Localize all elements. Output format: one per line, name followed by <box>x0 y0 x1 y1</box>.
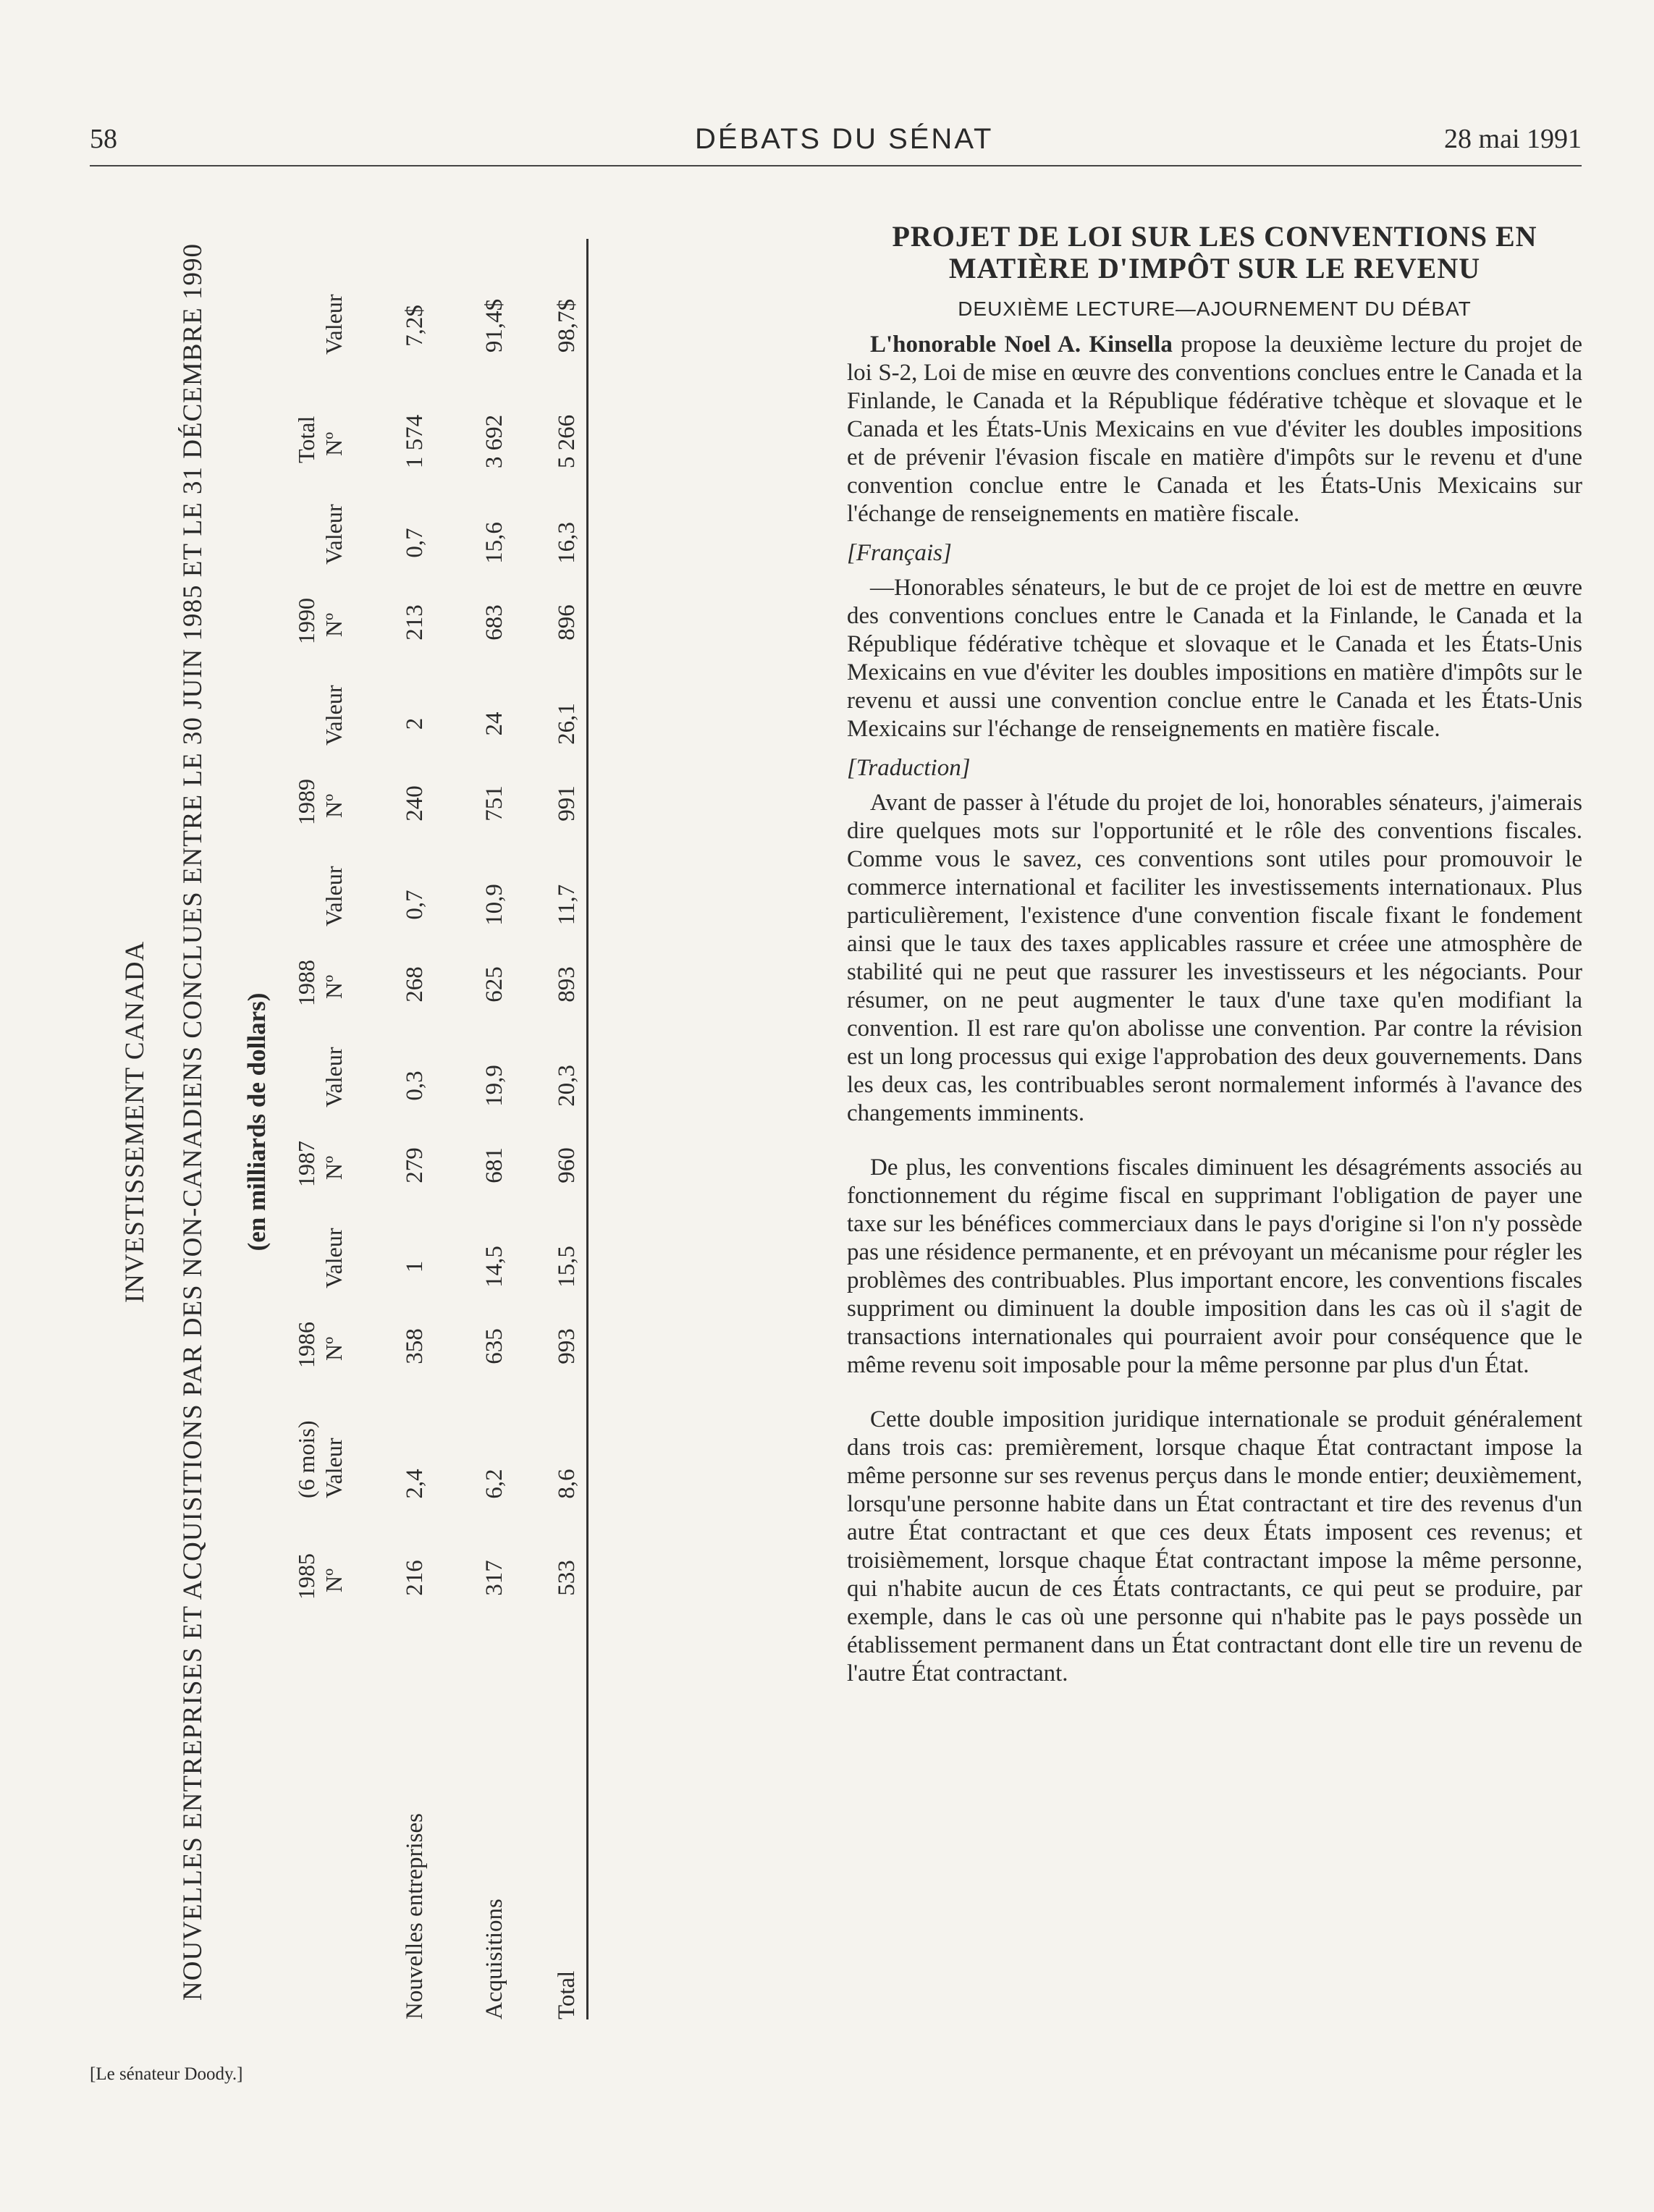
table-cell: 991 <box>554 785 580 822</box>
year-header: (6 mois) <box>293 1420 319 1498</box>
col-no: Nº <box>321 793 347 818</box>
table-cell: 896 <box>554 604 580 641</box>
footnote: [Le sénateur Doody.] <box>90 2064 243 2084</box>
table-cell: 533 <box>554 1560 580 1596</box>
table-cell: 15,6 <box>481 522 507 564</box>
col-val: Valeur <box>321 504 347 565</box>
year-header: 1986 <box>293 1322 319 1368</box>
year-header: 1988 <box>293 960 319 1006</box>
table-cell: 2 <box>402 717 428 730</box>
paragraph: De plus, les conventions fiscales diminuent les désagréments associés au fonctionnement du régime fiscal en supprimant l'obligation de payer une taxe sur les bénéfices commerciaux dans le pays d'origine si l'on n'y possède pas une résidence permanente, et en prévoyant un mécanisme pour régler les problèmes des contribuables. Plus important encore, les conventions fiscales suppriment ou diminuent la double imposition dans les cas où il s'agit de transactions internationales qui pourraient avoir pour conséquence que le même revenu soit imposable pour la même personne par plus d'un État. <box>847 1154 1582 1378</box>
table-cell: 0,7 <box>402 890 428 920</box>
table-units: (en milliards de dollars) <box>242 992 271 1251</box>
col-val: Valeur <box>321 1438 347 1498</box>
table-rule <box>586 239 588 2019</box>
table-cell: 20,3 <box>554 1065 580 1107</box>
table-cell: 0,7 <box>402 528 428 558</box>
table-cell: 358 <box>402 1328 428 1364</box>
table-cell: 5 266 <box>554 414 580 469</box>
table-cell: 7,2$ <box>402 305 428 347</box>
year-header: 1987 <box>293 1141 319 1187</box>
paragraph: —Honorables sénateurs, le but de ce projet de loi est de mettre en œuvre des conventions conclues entre le Canada et la Finlande, le Canada et la République fédérative tchèque et slovaque et le Canada et les États-Unis Mexicains en vue d'éviter les doubles impositions en matière d'impôts sur le revenu et aussi une convention conclue entre le Canada et les États-Unis Mexicains sur l'échange de renseignements en matière fiscale. <box>847 575 1582 742</box>
table-cell: 683 <box>481 604 507 641</box>
table-cell: 751 <box>481 785 507 822</box>
table-agency: INVESTISSEMENT CANADA <box>120 940 150 1304</box>
col-val: Valeur <box>321 1047 347 1107</box>
table-cell: 10,9 <box>481 884 507 926</box>
paragraph: Cette double imposition juridique internationale se produit généralement dans trois cas: premièrement, lorsque chaque État contractant impose la même personne sur ses revenus perçus dans le monde entier; deuxièmement, lorsqu'une personne habite dans un État contractant et tire des revenus d'un autre État contractant et que ces deux États imposent ces revenus; et troisièmement, lorsque chaque État contractant impose la même personne, qui n'habite aucun de ces États contractants, ce qui peut se produire, par exemple, dans le cas où une personne qui n'habite pas le pays possède un établissement permanent dans un État contractant dont elle tire un revenu de l'autre État contractant. <box>847 1406 1582 1687</box>
table-cell: 16,3 <box>554 522 580 564</box>
col-val: Valeur <box>321 294 347 355</box>
col-no: Nº <box>321 1336 347 1361</box>
table-cell: 98,7$ <box>554 298 580 353</box>
table-cell: 960 <box>554 1147 580 1183</box>
col-no: Nº <box>321 974 347 999</box>
year-header: 1989 <box>293 779 319 825</box>
table-cell: 8,6 <box>554 1469 580 1499</box>
table-cell: 279 <box>402 1147 428 1183</box>
table-cell: 317 <box>481 1560 507 1596</box>
article-subtitle: DEUXIÈME LECTURE—AJOURNEMENT DU DÉBAT <box>958 297 1472 320</box>
page-number: 58 <box>90 124 117 154</box>
table-cell: 19,9 <box>481 1065 507 1107</box>
paragraph <box>847 331 1582 528</box>
table-cell: 240 <box>402 785 428 822</box>
publication-title: DÉBATS DU SÉNAT <box>695 123 994 155</box>
table-cell: 216 <box>402 1560 428 1596</box>
language-tag: [Français] <box>847 540 952 566</box>
col-val: Valeur <box>321 866 347 926</box>
header-rule <box>90 165 1582 166</box>
table-cell: 1 <box>402 1260 428 1273</box>
publication-date: 28 mai 1991 <box>1444 124 1582 154</box>
table-cell: 993 <box>554 1328 580 1364</box>
table-cell: 2,4 <box>402 1469 428 1499</box>
col-no: Nº <box>321 1155 347 1180</box>
table-cell: 1 574 <box>402 414 428 469</box>
table-cell: 681 <box>481 1147 507 1183</box>
table-cell: 15,5 <box>554 1246 580 1288</box>
table-cell: 6,2 <box>481 1469 507 1499</box>
article-title: PROJET DE LOI SUR LES CONVENTIONS EN MATIÈRE D'IMPÔT SUR LE REVENU <box>892 220 1537 284</box>
table-cell: 0,3 <box>402 1071 428 1101</box>
year-header: Total <box>293 415 319 463</box>
table-cell: 213 <box>402 604 428 641</box>
paragraph: Avant de passer à l'étude du projet de loi, honorables sénateurs, j'aimerais dire quelques mots sur l'opportunité et le rôle des conventions fiscales. Comme vous le savez, ces conventions sont utiles pour promouvoir le commerce international et faciliter les investissements internationaux. Plus particulièrement, l'existence d'une convention fiscale fixant le fondement ainsi que le taux des taxes applicables rassure et créee une atmosphère de stabilité qui ne peut que rassurer les investisseurs et les négociants. Pour résumer, on ne peut augmenter le taux d'une taxe qu'en modifiant la convention. Il est rare qu'on abolisse une convention. Par contre la révision est un long processus qui exige l'approbation des deux gouvernements. Dans les deux cas, les contribuables seront normalement informés à l'avance des changements imminents. <box>847 790 1582 1126</box>
row-label: Total <box>554 1970 580 2019</box>
row-label: Acquisitions <box>481 1899 507 2019</box>
table-cell: 26,1 <box>554 703 580 745</box>
table-cell: 3 692 <box>481 414 507 469</box>
language-tag: [Traduction] <box>847 755 971 781</box>
table-cell: 893 <box>554 966 580 1002</box>
table-cell: 268 <box>402 966 428 1002</box>
investment-table <box>90 224 597 2019</box>
table-cell: 24 <box>481 712 507 736</box>
year-header: 1990 <box>293 598 319 644</box>
article <box>847 221 1582 1688</box>
table-title: NOUVELLES ENTREPRISES ET ACQUISITIONS PAR DES NON-CANADIENS CONCLUES ENTRE LE 30 JUIN 1985 ET LE 31 DÉCEMBRE 1990 <box>178 243 208 2001</box>
table-cell: 14,5 <box>481 1246 507 1288</box>
col-no: Nº <box>321 431 347 456</box>
speaker-name: L'honorable Noel A. Kinsella <box>870 332 1173 358</box>
col-val: Valeur <box>321 1228 347 1288</box>
table-cell: 91,4$ <box>481 298 507 353</box>
table-cell: 635 <box>481 1328 507 1364</box>
col-val: Valeur <box>321 685 347 746</box>
col-no: Nº <box>321 1568 347 1592</box>
col-no: Nº <box>321 612 347 637</box>
year-header: 1985 <box>293 1553 319 1600</box>
table-cell: 11,7 <box>554 884 580 926</box>
table-cell: 625 <box>481 966 507 1002</box>
row-label: Nouvelles entreprises <box>402 1813 428 2019</box>
paragraph-text: propose la deuxième lecture du projet de loi S-2, Loi de mise en œuvre des conventions conclues entre le Canada et la Finlande, le Canada et la République fédérative tchèque et slovaque et le Canada et les États-Unis Mexicains en vue d'éviter les doubles impositions et de prévenir l'évasion fiscale en matière d'impôts sur le revenu et d'une convention conclue entre le Canada et les États-Unis Mexicains sur l'échange de renseignements en matière fiscale. <box>847 332 1583 527</box>
